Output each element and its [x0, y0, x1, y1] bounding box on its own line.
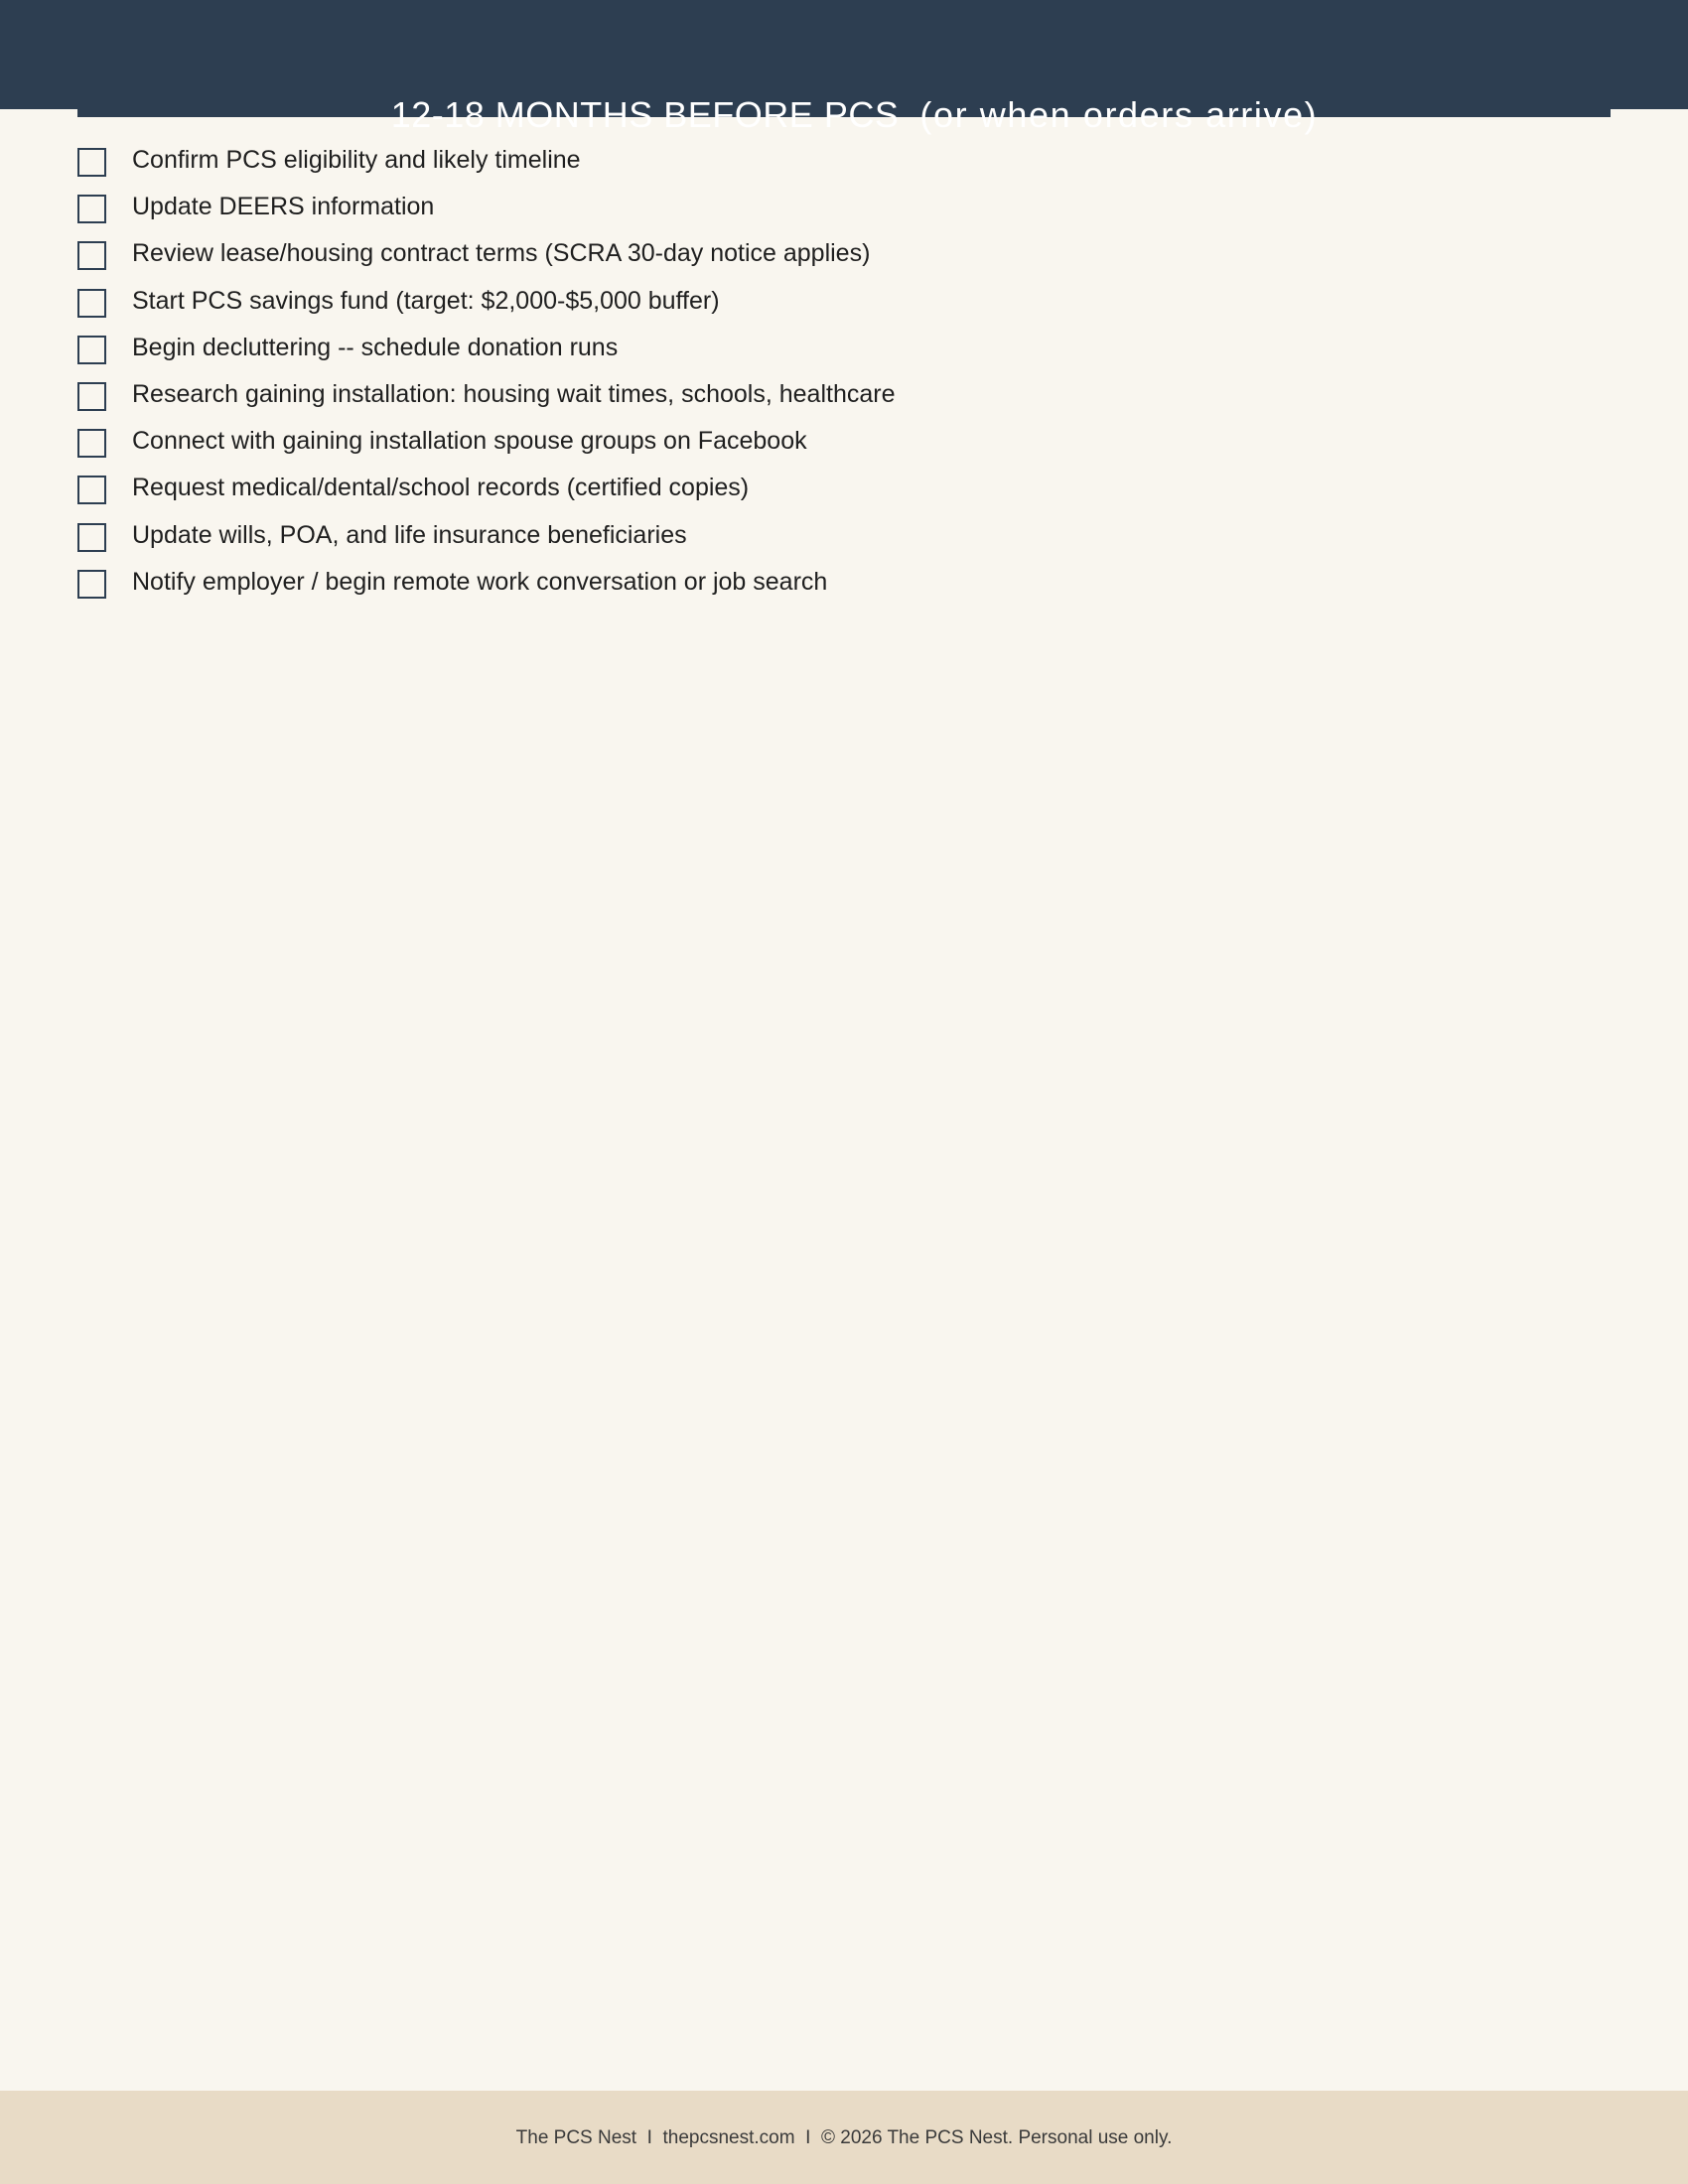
footer-separator: I [805, 2127, 811, 2148]
footer-copyright: © 2026 The PCS Nest. Personal use only. [820, 2127, 1173, 2148]
checkbox[interactable] [77, 382, 106, 411]
checklist-item-label: Research gaining installation: housing wait times, schools, healthcare [132, 379, 896, 408]
checkbox[interactable] [77, 570, 106, 599]
checkbox[interactable] [77, 429, 106, 458]
checklist-item-label: Notify employer / begin remote work conversation or job search [132, 567, 828, 596]
checkbox[interactable] [77, 148, 106, 177]
checklist-item [77, 140, 1611, 187]
checklist-item [77, 421, 1611, 468]
checklist-item-label: Start PCS savings fund (target: $2,000-$5,000 buffer) [132, 286, 720, 315]
checklist-item [77, 468, 1611, 514]
checkbox[interactable] [77, 241, 106, 270]
checklist-item [77, 515, 1611, 562]
checklist-item [77, 562, 1611, 609]
checklist-item-label: Request medical/dental/school records (certified copies) [132, 474, 750, 502]
checkbox[interactable] [77, 195, 106, 223]
checklist-item-label: Update DEERS information [132, 193, 435, 221]
checklist-item [77, 328, 1611, 374]
checkbox[interactable] [77, 336, 106, 364]
checklist-item-label: Update wills, POA, and life insurance beneficiaries [132, 520, 687, 549]
title-main: 12-18 MONTHS BEFORE PCS [390, 94, 900, 135]
checklist-item-label: Connect with gaining installation spouse groups on Facebook [132, 427, 807, 456]
checkbox[interactable] [77, 289, 106, 318]
checkbox[interactable] [77, 476, 106, 504]
footer-brand: The PCS Nest [515, 2127, 637, 2148]
checklist [77, 140, 1611, 609]
checklist-item [77, 374, 1611, 421]
checklist-item-label: Confirm PCS eligibility and likely timeline [132, 146, 581, 174]
checklist-item [77, 187, 1611, 233]
page-title [0, 44, 1688, 139]
footer-separator: I [646, 2127, 652, 2148]
title-sub: (or when orders arrive) [919, 94, 1319, 135]
checklist-item-label: Begin decluttering -- schedule donation runs [132, 333, 619, 361]
footer-website: thepcsnest.com [662, 2127, 795, 2148]
checklist-item [77, 281, 1611, 328]
checklist-item [77, 233, 1611, 280]
checkbox[interactable] [77, 523, 106, 552]
page-footer [0, 2091, 1688, 2184]
footer-text [0, 2123, 1688, 2153]
checklist-item-label: Review lease/housing contract terms (SCRA 30-day notice applies) [132, 239, 871, 268]
